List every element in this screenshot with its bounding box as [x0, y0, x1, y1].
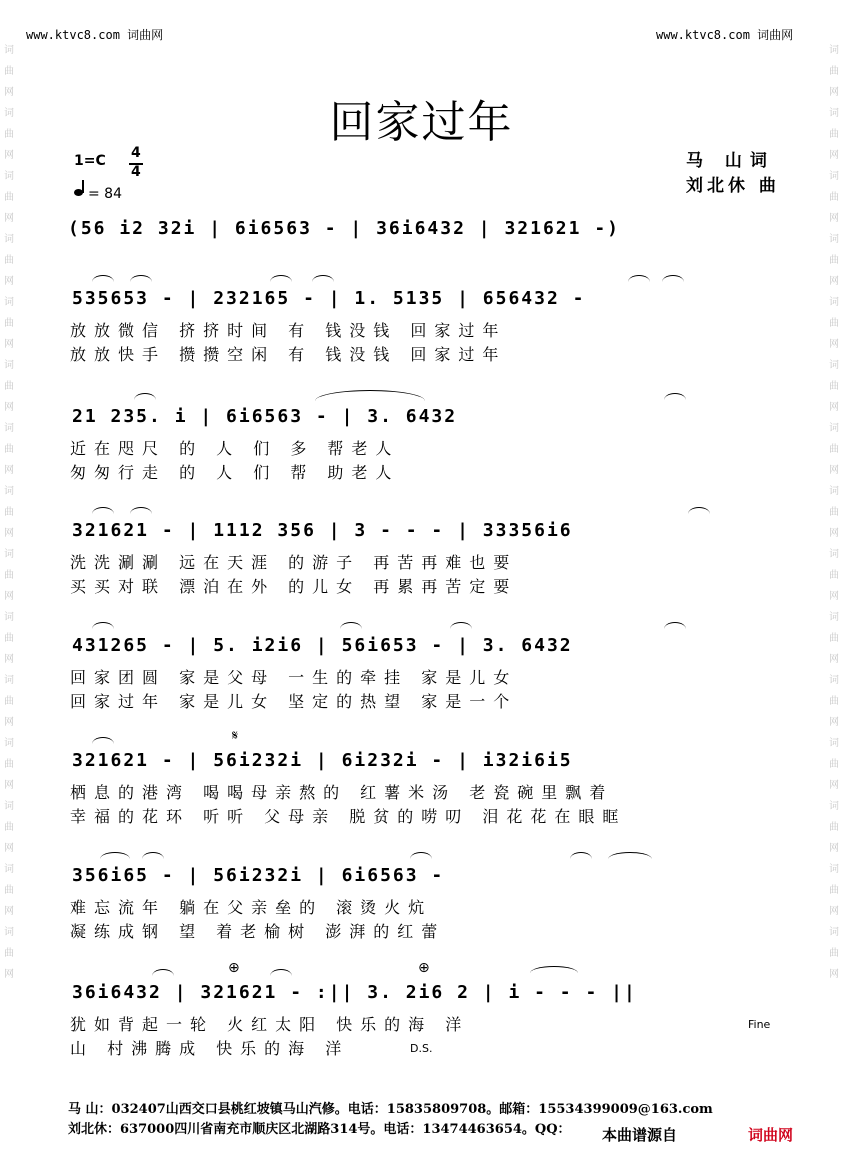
- footer-contact-composer: 刘北休：637000四川省南充市顺庆区北湖路314号。电话：13474463654。QQ：: [68, 1122, 571, 1137]
- header-url-left[interactable]: www.ktvc8.com 词曲网: [26, 28, 164, 42]
- brand-logo-text[interactable]: 词曲网: [748, 1126, 794, 1144]
- lyrics-row-8-verse-2: 山 村沸腾成 快乐的海 洋: [70, 1039, 350, 1058]
- notation-row-4: 321621 - | 1112 356 | 3 - - - | 33356i6: [72, 520, 573, 541]
- tempo-marking: = 84: [88, 186, 122, 202]
- slur: [315, 390, 425, 401]
- notation-row-3: 21 235. i | 6i6563 - | 3. 6432: [72, 406, 458, 427]
- slur: [134, 393, 156, 400]
- slur: [130, 275, 152, 282]
- lyrics-row-3-verse-2: 匆匆行走 的 人 们 帮 助老人: [70, 463, 400, 482]
- lyrics-row-4-verse-1: 洗洗涮涮 远在天涯 的游子 再苦再难也要: [70, 553, 518, 572]
- slur: [664, 393, 686, 400]
- lyrics-row-8-verse-1: 犹如背起一轮 火红太阳 快乐的海 洋: [70, 1015, 470, 1034]
- side-watermark-right: 词曲网词曲网词曲网词曲网词曲网词曲网词曲网词曲网词曲网词曲网词曲网词曲网词曲网词曲网词曲网: [829, 45, 839, 980]
- coda-sign-1: ⊕: [228, 960, 240, 976]
- slur: [410, 852, 432, 859]
- lyrics-row-4-verse-2: 买买对联 漂泊在外 的儿女 再累再苦定要: [70, 577, 518, 596]
- notation-row-6: 321621 - | 56i232i | 6i232i - | i32i6i5: [72, 750, 573, 771]
- slur: [130, 507, 152, 514]
- key-signature: 1=C: [74, 153, 106, 169]
- slur: [450, 622, 472, 629]
- time-signature-bottom: 4: [131, 164, 141, 180]
- slur: [662, 275, 684, 282]
- notation-row-7: 356i65 - | 56i232i | 6i6563 -: [72, 865, 445, 886]
- lyrics-row-3-verse-1: 近在咫尺 的 人 们 多 帮老人: [70, 439, 400, 458]
- slur: [100, 852, 130, 859]
- slur: [92, 275, 114, 282]
- lyrics-row-7-verse-1: 难忘流年 躺在父亲垒的 滚烫火炕: [70, 898, 433, 917]
- slur: [312, 275, 334, 282]
- ds-mark: D.S.: [410, 1042, 433, 1055]
- slur: [688, 507, 710, 514]
- lyrics-row-6-verse-1: 栖息的港湾 喝喝母亲熬的 红薯米汤 老瓷碗里飘着: [70, 783, 614, 802]
- time-signature-top: 4: [131, 145, 141, 161]
- lyrics-row-2-verse-2: 放放快手 攒攒空闲 有 钱没钱 回家过年: [70, 345, 507, 364]
- notation-row-1: (56 i2 32i | 6i6563 - | 36i6432 | 321621 -): [68, 218, 620, 239]
- coda-sign-2: ⊕: [418, 960, 430, 976]
- lyrics-row-5-verse-2: 回家过年 家是儿女 坚定的热望 家是一个: [70, 692, 518, 711]
- side-watermark-left: 词曲网词曲网词曲网词曲网词曲网词曲网词曲网词曲网词曲网词曲网词曲网词曲网词曲网词曲网词曲网: [4, 45, 14, 980]
- composer-credit: 刘北休 曲: [686, 176, 780, 196]
- slur: [570, 852, 592, 859]
- source-label: 本曲谱源自: [602, 1126, 678, 1144]
- quarter-note-stem: [82, 180, 84, 193]
- lyrics-row-5-verse-1: 回家团圆 家是父母 一生的牵挂 家是儿女: [70, 668, 518, 687]
- lyrics-row-2-verse-1: 放放微信 挤挤时间 有 钱没钱 回家过年: [70, 321, 507, 340]
- fine-mark: Fine: [748, 1018, 771, 1031]
- slur: [628, 275, 650, 282]
- song-title: 回家过年: [329, 97, 514, 148]
- slur: [664, 622, 686, 629]
- slur: [608, 852, 652, 859]
- lyrics-row-6-verse-2: 幸福的花环 听听 父母亲 脱贫的唠叨 泪花花在眼眶: [70, 807, 627, 826]
- notation-row-5: 431265 - | 5. i2i6 | 56i653 - | 3. 6432: [72, 635, 573, 656]
- slur: [92, 507, 114, 514]
- slur: [92, 737, 114, 744]
- header-url-right[interactable]: www.ktvc8.com 词曲网: [656, 28, 794, 42]
- slur: [152, 969, 174, 976]
- slur: [530, 966, 578, 973]
- lyricist-credit: 马 山词: [686, 151, 775, 171]
- slur: [340, 622, 362, 629]
- lyrics-row-7-verse-2: 凝练成钢 望 着老榆树 澎湃的红蕾: [70, 922, 446, 941]
- notation-row-2: 535653 - | 232165 - | 1. 5135 | 656432 -: [72, 288, 586, 309]
- footer-contact-lyricist: 马 山：032407山西交口县桃红坡镇马山汽修。电话：15835809708。邮箱：15534399009@163.com: [68, 1102, 713, 1117]
- slur: [270, 969, 292, 976]
- slur: [142, 852, 164, 859]
- notation-row-8: 36i6432 | 321621 - :|| 3. 2i6 2 | i - - - ||: [72, 982, 637, 1003]
- slur: [92, 622, 114, 629]
- slur: [270, 275, 292, 282]
- segno-sign: 𝄋: [232, 728, 239, 744]
